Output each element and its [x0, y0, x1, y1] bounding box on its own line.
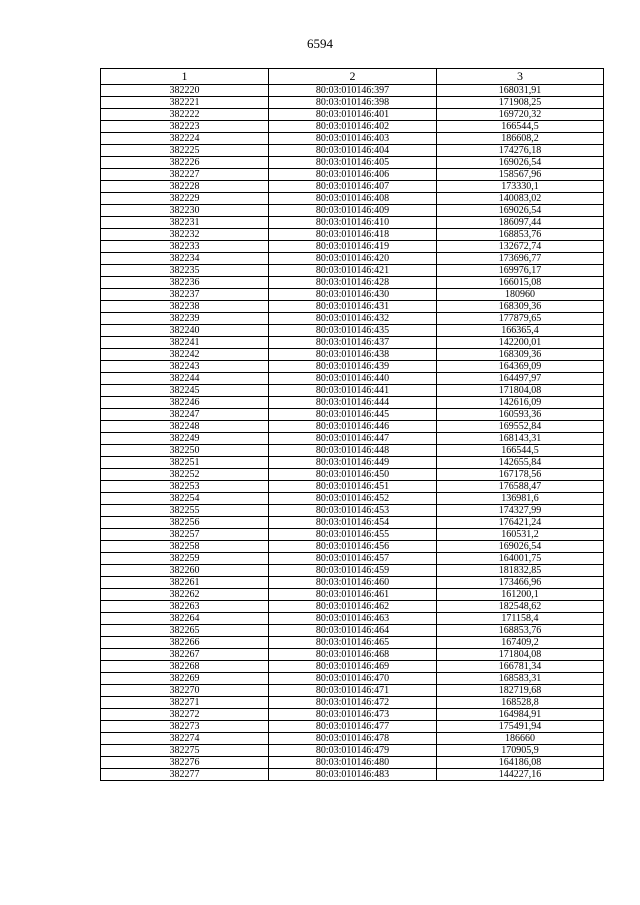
value-cell: 180960 [437, 289, 604, 301]
cadastral-number-cell: 80:03:010146:462 [269, 601, 437, 613]
row-number-cell: 382221 [101, 97, 269, 109]
table-row [101, 145, 604, 157]
table-row [101, 361, 604, 373]
cadastral-number-cell: 80:03:010146:405 [269, 157, 437, 169]
row-number-cell: 382257 [101, 529, 269, 541]
value-cell: 168309,36 [437, 349, 604, 361]
cadastral-number-cell: 80:03:010146:455 [269, 529, 437, 541]
table-row [101, 277, 604, 289]
row-number-cell: 382249 [101, 433, 269, 445]
value-cell: 169026,54 [437, 541, 604, 553]
cadastral-number-cell: 80:03:010146:469 [269, 661, 437, 673]
table-row [101, 349, 604, 361]
value-cell: 168031,91 [437, 85, 604, 97]
row-number-cell: 382226 [101, 157, 269, 169]
row-number-cell: 382272 [101, 709, 269, 721]
cadastral-number-cell: 80:03:010146:460 [269, 577, 437, 589]
table-row [101, 397, 604, 409]
row-number-cell: 382271 [101, 697, 269, 709]
row-number-cell: 382239 [101, 313, 269, 325]
row-number-cell: 382242 [101, 349, 269, 361]
row-number-cell: 382222 [101, 109, 269, 121]
value-cell: 168853,76 [437, 625, 604, 637]
value-cell: 170905,9 [437, 745, 604, 757]
cadastral-number-cell: 80:03:010146:420 [269, 253, 437, 265]
table-row [101, 625, 604, 637]
cadastral-number-cell: 80:03:010146:402 [269, 121, 437, 133]
page-number: 6594 [307, 36, 333, 51]
row-number-cell: 382243 [101, 361, 269, 373]
row-number-cell: 382261 [101, 577, 269, 589]
row-number-cell: 382269 [101, 673, 269, 685]
cadastral-number-cell: 80:03:010146:472 [269, 697, 437, 709]
value-cell: 167178,56 [437, 469, 604, 481]
value-cell: 164001,75 [437, 553, 604, 565]
table-row [101, 577, 604, 589]
row-number-cell: 382232 [101, 229, 269, 241]
table-row [101, 685, 604, 697]
table-row [101, 169, 604, 181]
value-cell: 136981,6 [437, 493, 604, 505]
cadastral-number-cell: 80:03:010146:406 [269, 169, 437, 181]
value-cell: 174276,18 [437, 145, 604, 157]
table-row [101, 613, 604, 625]
table-row [101, 337, 604, 349]
table-row [101, 469, 604, 481]
table-row [101, 553, 604, 565]
row-number-cell: 382229 [101, 193, 269, 205]
table-row [101, 97, 604, 109]
row-number-cell: 382240 [101, 325, 269, 337]
table-row [101, 109, 604, 121]
value-cell: 158567,96 [437, 169, 604, 181]
table-row [101, 373, 604, 385]
value-cell: 166544,5 [437, 445, 604, 457]
value-cell: 168853,76 [437, 229, 604, 241]
value-cell: 160593,36 [437, 409, 604, 421]
row-number-cell: 382238 [101, 301, 269, 313]
table-row [101, 673, 604, 685]
table-row [101, 721, 604, 733]
table-row [101, 133, 604, 145]
table-row [101, 709, 604, 721]
value-cell: 168528,8 [437, 697, 604, 709]
cadastral-number-cell: 80:03:010146:478 [269, 733, 437, 745]
cadastral-number-cell: 80:03:010146:435 [269, 325, 437, 337]
value-cell: 166015,08 [437, 277, 604, 289]
row-number-cell: 382252 [101, 469, 269, 481]
column-header-2: 2 [269, 69, 437, 85]
row-number-cell: 382258 [101, 541, 269, 553]
row-number-cell: 382263 [101, 601, 269, 613]
value-cell: 173696,77 [437, 253, 604, 265]
value-cell: 171804,08 [437, 649, 604, 661]
value-cell: 176421,24 [437, 517, 604, 529]
table-row [101, 733, 604, 745]
value-cell: 166365,4 [437, 325, 604, 337]
row-number-cell: 382253 [101, 481, 269, 493]
table-row [101, 157, 604, 169]
row-number-cell: 382250 [101, 445, 269, 457]
cadastral-number-cell: 80:03:010146:483 [269, 769, 437, 781]
row-number-cell: 382237 [101, 289, 269, 301]
cadastral-number-cell: 80:03:010146:465 [269, 637, 437, 649]
table-row [101, 409, 604, 421]
row-number-cell: 382245 [101, 385, 269, 397]
row-number-cell: 382251 [101, 457, 269, 469]
value-cell: 164369,09 [437, 361, 604, 373]
row-number-cell: 382268 [101, 661, 269, 673]
table-row [101, 565, 604, 577]
cadastral-number-cell: 80:03:010146:452 [269, 493, 437, 505]
value-cell: 142200,01 [437, 337, 604, 349]
row-number-cell: 382247 [101, 409, 269, 421]
row-number-cell: 382274 [101, 733, 269, 745]
table-row [101, 745, 604, 757]
row-number-cell: 382235 [101, 265, 269, 277]
row-number-cell: 382267 [101, 649, 269, 661]
row-number-cell: 382255 [101, 505, 269, 517]
table-row [101, 637, 604, 649]
value-cell: 171908,25 [437, 97, 604, 109]
table-row [101, 85, 604, 97]
row-number-cell: 382276 [101, 757, 269, 769]
cadastral-number-cell: 80:03:010146:464 [269, 625, 437, 637]
value-cell: 164984,91 [437, 709, 604, 721]
table-row [101, 289, 604, 301]
row-number-cell: 382259 [101, 553, 269, 565]
table-header-row [101, 69, 604, 85]
cadastral-number-cell: 80:03:010146:468 [269, 649, 437, 661]
cadastral-number-cell: 80:03:010146:403 [269, 133, 437, 145]
cadastral-number-cell: 80:03:010146:440 [269, 373, 437, 385]
table-row [101, 385, 604, 397]
table-row [101, 661, 604, 673]
row-number-cell: 382256 [101, 517, 269, 529]
value-cell: 169976,17 [437, 265, 604, 277]
row-number-cell: 382220 [101, 85, 269, 97]
table-row [101, 241, 604, 253]
cadastral-number-cell: 80:03:010146:477 [269, 721, 437, 733]
table-row [101, 457, 604, 469]
value-cell: 140083,02 [437, 193, 604, 205]
row-number-cell: 382277 [101, 769, 269, 781]
table-row [101, 301, 604, 313]
value-cell: 175491,94 [437, 721, 604, 733]
table-row [101, 493, 604, 505]
row-number-cell: 382241 [101, 337, 269, 349]
value-cell: 182719,68 [437, 685, 604, 697]
value-cell: 169026,54 [437, 205, 604, 217]
row-number-cell: 382275 [101, 745, 269, 757]
cadastral-number-cell: 80:03:010146:401 [269, 109, 437, 121]
cadastral-number-cell: 80:03:010146:446 [269, 421, 437, 433]
row-number-cell: 382233 [101, 241, 269, 253]
value-cell: 161200,1 [437, 589, 604, 601]
cadastral-number-cell: 80:03:010146:463 [269, 613, 437, 625]
row-number-cell: 382265 [101, 625, 269, 637]
cadastral-number-cell: 80:03:010146:449 [269, 457, 437, 469]
row-number-cell: 382234 [101, 253, 269, 265]
value-cell: 167409,2 [437, 637, 604, 649]
cadastral-number-cell: 80:03:010146:479 [269, 745, 437, 757]
cadastral-number-cell: 80:03:010146:407 [269, 181, 437, 193]
row-number-cell: 382270 [101, 685, 269, 697]
row-number-cell: 382260 [101, 565, 269, 577]
row-number-cell: 382264 [101, 613, 269, 625]
cadastral-number-cell: 80:03:010146:428 [269, 277, 437, 289]
value-cell: 181832,85 [437, 565, 604, 577]
value-cell: 173330,1 [437, 181, 604, 193]
row-number-cell: 382254 [101, 493, 269, 505]
row-number-cell: 382230 [101, 205, 269, 217]
value-cell: 166781,34 [437, 661, 604, 673]
table-row [101, 181, 604, 193]
cadastral-number-cell: 80:03:010146:448 [269, 445, 437, 457]
value-cell: 174327,99 [437, 505, 604, 517]
cadastral-number-cell: 80:03:010146:447 [269, 433, 437, 445]
value-cell: 176588,47 [437, 481, 604, 493]
table-row [101, 313, 604, 325]
row-number-cell: 382231 [101, 217, 269, 229]
cadastral-number-cell: 80:03:010146:419 [269, 241, 437, 253]
row-number-cell: 382266 [101, 637, 269, 649]
table-row [101, 121, 604, 133]
value-cell: 142655,84 [437, 457, 604, 469]
value-cell: 164186,08 [437, 757, 604, 769]
value-cell: 186097,44 [437, 217, 604, 229]
row-number-cell: 382228 [101, 181, 269, 193]
cadastral-number-cell: 80:03:010146:408 [269, 193, 437, 205]
value-cell: 182548,62 [437, 601, 604, 613]
cadastral-number-cell: 80:03:010146:445 [269, 409, 437, 421]
table-row [101, 649, 604, 661]
table-row [101, 325, 604, 337]
cadastral-number-cell: 80:03:010146:409 [269, 205, 437, 217]
cadastral-number-cell: 80:03:010146:444 [269, 397, 437, 409]
cadastral-number-cell: 80:03:010146:437 [269, 337, 437, 349]
cadastral-number-cell: 80:03:010146:430 [269, 289, 437, 301]
row-number-cell: 382244 [101, 373, 269, 385]
cadastral-number-cell: 80:03:010146:410 [269, 217, 437, 229]
table-row [101, 445, 604, 457]
value-cell: 166544,5 [437, 121, 604, 133]
cadastral-number-cell: 80:03:010146:404 [269, 145, 437, 157]
column-header-3: 3 [437, 69, 604, 85]
cadastral-number-cell: 80:03:010146:397 [269, 85, 437, 97]
table-row [101, 193, 604, 205]
cadastral-number-cell: 80:03:010146:471 [269, 685, 437, 697]
cadastral-number-cell: 80:03:010146:473 [269, 709, 437, 721]
table-row [101, 529, 604, 541]
table-row [101, 505, 604, 517]
value-cell: 169720,32 [437, 109, 604, 121]
cadastral-number-cell: 80:03:010146:453 [269, 505, 437, 517]
table-row [101, 769, 604, 781]
value-cell: 168143,31 [437, 433, 604, 445]
cadastral-number-cell: 80:03:010146:441 [269, 385, 437, 397]
table-row [101, 421, 604, 433]
table-row [101, 205, 604, 217]
value-cell: 171804,08 [437, 385, 604, 397]
row-number-cell: 382246 [101, 397, 269, 409]
row-number-cell: 382227 [101, 169, 269, 181]
cadastral-number-cell: 80:03:010146:439 [269, 361, 437, 373]
cadastral-number-cell: 80:03:010146:432 [269, 313, 437, 325]
table-row [101, 229, 604, 241]
value-cell: 160531,2 [437, 529, 604, 541]
cadastral-number-cell: 80:03:010146:456 [269, 541, 437, 553]
value-cell: 164497,97 [437, 373, 604, 385]
column-header-1: 1 [101, 69, 269, 85]
cadastral-number-cell: 80:03:010146:459 [269, 565, 437, 577]
table-body [101, 85, 604, 781]
data-table [100, 68, 604, 781]
cadastral-number-cell: 80:03:010146:398 [269, 97, 437, 109]
value-cell: 171158,4 [437, 613, 604, 625]
value-cell: 142616,09 [437, 397, 604, 409]
cadastral-number-cell: 80:03:010146:431 [269, 301, 437, 313]
cadastral-number-cell: 80:03:010146:421 [269, 265, 437, 277]
table-row [101, 601, 604, 613]
value-cell: 132672,74 [437, 241, 604, 253]
value-cell: 169026,54 [437, 157, 604, 169]
cadastral-number-cell: 80:03:010146:450 [269, 469, 437, 481]
row-number-cell: 382262 [101, 589, 269, 601]
value-cell: 144227,16 [437, 769, 604, 781]
row-number-cell: 382224 [101, 133, 269, 145]
table-row [101, 217, 604, 229]
table-row [101, 265, 604, 277]
row-number-cell: 382236 [101, 277, 269, 289]
table-row [101, 481, 604, 493]
table-row [101, 757, 604, 769]
row-number-cell: 382273 [101, 721, 269, 733]
value-cell: 168583,31 [437, 673, 604, 685]
cadastral-number-cell: 80:03:010146:418 [269, 229, 437, 241]
table-row [101, 517, 604, 529]
cadastral-number-cell: 80:03:010146:454 [269, 517, 437, 529]
value-cell: 169552,84 [437, 421, 604, 433]
value-cell: 186608,2 [437, 133, 604, 145]
table-row [101, 589, 604, 601]
value-cell: 186660 [437, 733, 604, 745]
cadastral-number-cell: 80:03:010146:457 [269, 553, 437, 565]
row-number-cell: 382248 [101, 421, 269, 433]
value-cell: 173466,96 [437, 577, 604, 589]
row-number-cell: 382225 [101, 145, 269, 157]
value-cell: 168309,36 [437, 301, 604, 313]
cadastral-number-cell: 80:03:010146:470 [269, 673, 437, 685]
cadastral-number-cell: 80:03:010146:480 [269, 757, 437, 769]
row-number-cell: 382223 [101, 121, 269, 133]
table-row [101, 433, 604, 445]
cadastral-number-cell: 80:03:010146:438 [269, 349, 437, 361]
table-row [101, 541, 604, 553]
cadastral-number-cell: 80:03:010146:461 [269, 589, 437, 601]
value-cell: 177879,65 [437, 313, 604, 325]
cadastral-number-cell: 80:03:010146:451 [269, 481, 437, 493]
table-row [101, 697, 604, 709]
table-row [101, 253, 604, 265]
